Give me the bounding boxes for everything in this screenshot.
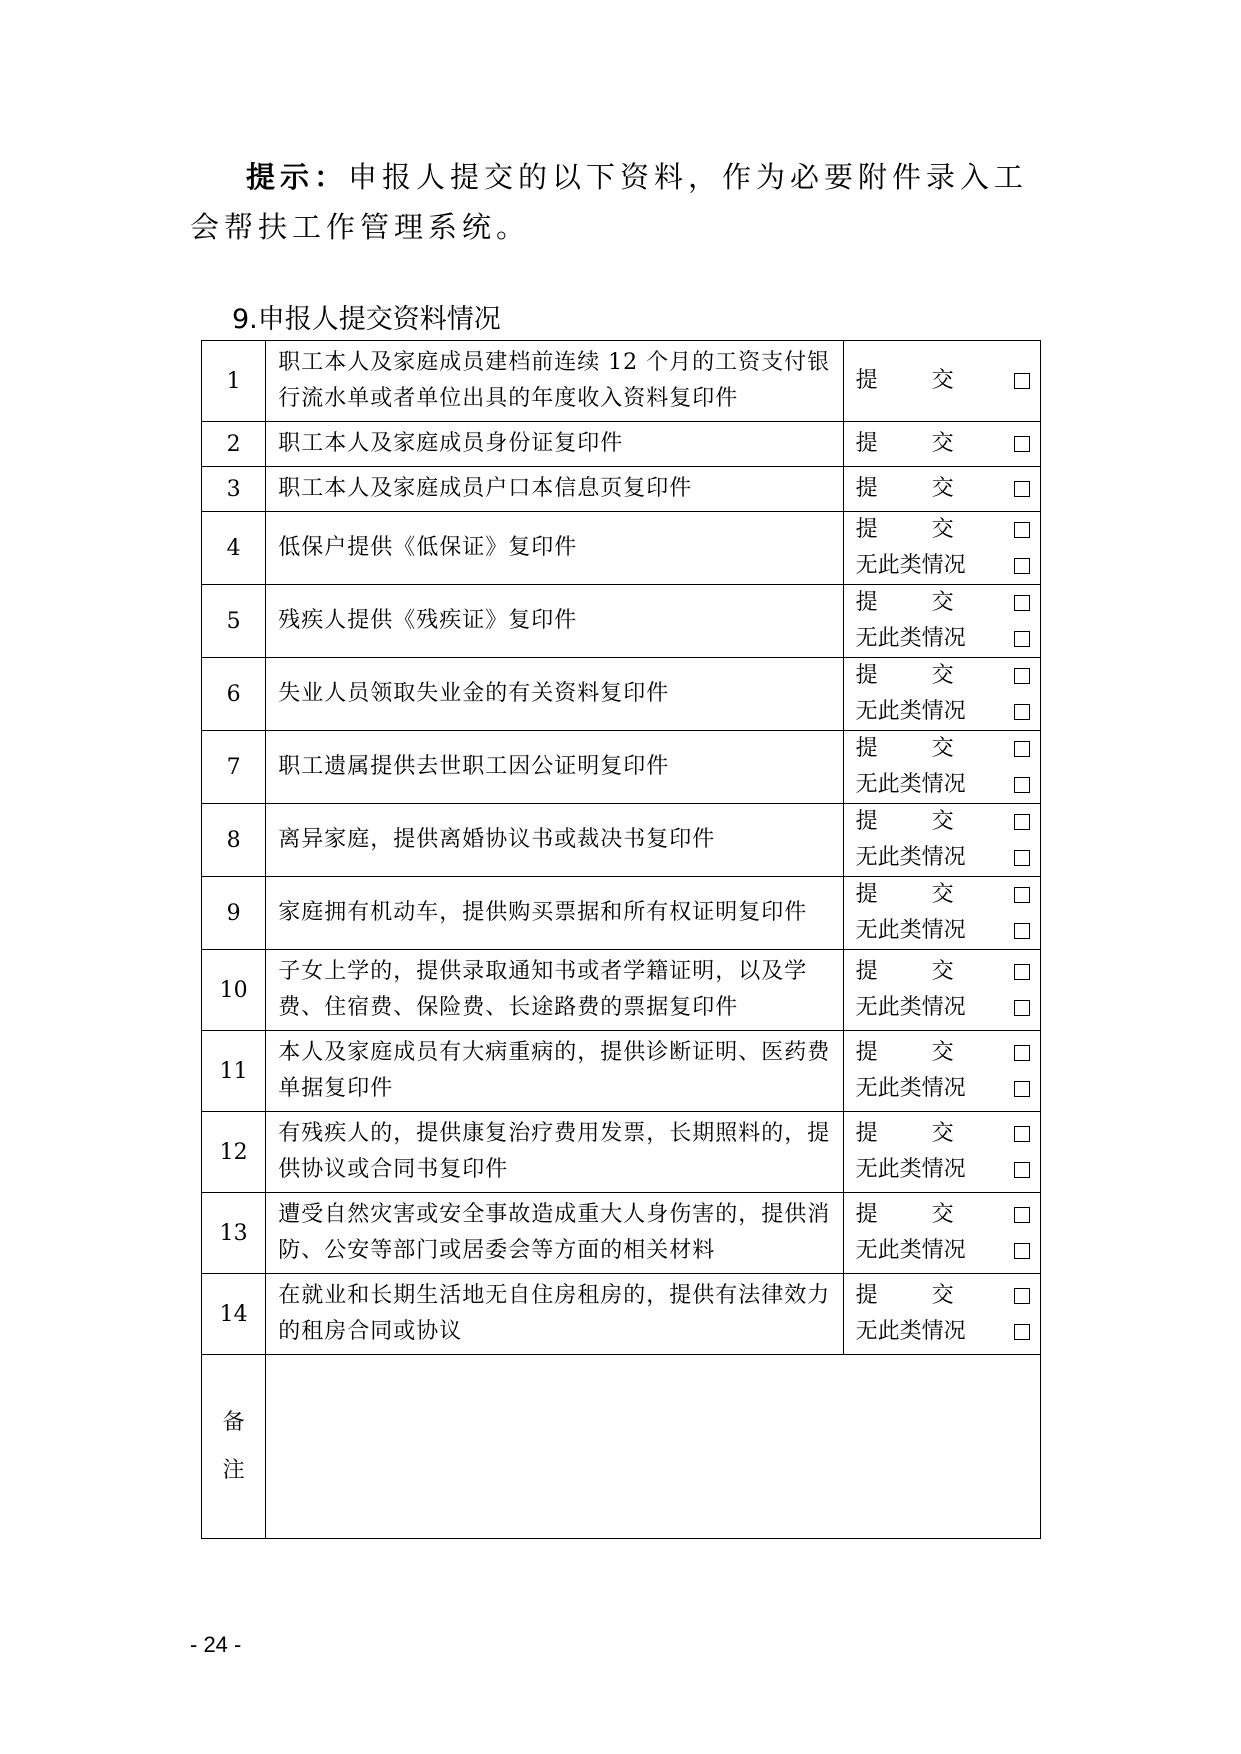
submit-option: [856, 471, 1030, 507]
row-number: 7: [202, 731, 266, 804]
none-checkbox[interactable]: [1014, 631, 1030, 647]
row-description: 遭受自然灾害或安全事故造成重大人身伤害的，提供消防、公安等部门或居委会等方面的相关材料: [266, 1193, 843, 1274]
submit-option: [856, 731, 1030, 767]
table-row: [202, 512, 1041, 585]
none-checkbox[interactable]: [1014, 1081, 1030, 1097]
row-description: 在就业和长期生活地无自住房租房的，提供有法律效力的租房合同或协议: [266, 1274, 843, 1355]
row-description: 家庭拥有机动车，提供购买票据和所有权证明复印件: [266, 877, 843, 950]
submit-checkbox[interactable]: [1014, 1207, 1030, 1223]
row-number: 4: [202, 512, 266, 585]
none-checkbox[interactable]: [1014, 1000, 1030, 1016]
submit-label: [856, 585, 968, 621]
submit-label: [856, 1116, 968, 1152]
none-label: 无此类情况: [855, 1238, 966, 1263]
row-options: [843, 877, 1040, 950]
none-label: 无此类情况: [855, 1157, 966, 1182]
row-options: [843, 1274, 1040, 1355]
submit-checkbox[interactable]: [1014, 1288, 1030, 1304]
table-row: [202, 1193, 1041, 1274]
row-number: 13: [202, 1193, 266, 1274]
row-options: [843, 658, 1040, 731]
none-option: [856, 1233, 1030, 1269]
row-number: 5: [202, 585, 266, 658]
none-checkbox[interactable]: [1014, 1324, 1030, 1340]
submit-checkbox[interactable]: [1014, 595, 1030, 611]
submit-option: [856, 877, 1030, 913]
table-row: [202, 1031, 1041, 1112]
none-checkbox[interactable]: [1014, 923, 1030, 939]
row-description: 子女上学的，提供录取通知书或者学籍证明，以及学费、住宿费、保险费、长途路费的票据复印件: [266, 950, 843, 1031]
submit-checkbox[interactable]: [1014, 481, 1030, 497]
hint-label: 提示：: [246, 160, 349, 194]
submit-label-char: 提: [855, 476, 878, 501]
row-options: [843, 585, 1040, 658]
submit-label-char: 交: [931, 959, 954, 984]
submit-label: [856, 426, 968, 462]
none-label: 无此类情况: [855, 918, 966, 943]
table-row: [202, 422, 1041, 467]
none-option: [856, 548, 1030, 584]
submit-label-char: 交: [931, 736, 954, 761]
table-row: [202, 804, 1041, 877]
submit-label: [856, 1197, 968, 1233]
submit-checkbox[interactable]: [1014, 522, 1030, 538]
submit-checkbox[interactable]: [1014, 436, 1030, 452]
submit-label-char: 交: [931, 663, 954, 688]
table-row: [202, 658, 1041, 731]
submit-label-char: 交: [931, 1040, 954, 1065]
submit-label-char: 交: [931, 1283, 954, 1308]
remark-content-field[interactable]: [266, 1355, 1041, 1539]
row-number: 8: [202, 804, 266, 877]
row-number: 1: [202, 341, 266, 422]
submit-label-char: 提: [855, 663, 878, 688]
submit-label-char: 交: [931, 1202, 954, 1227]
remark-label: [202, 1355, 266, 1539]
submit-label-char: 提: [855, 959, 878, 984]
none-checkbox[interactable]: [1014, 558, 1030, 574]
remark-label-char: 备: [222, 1409, 245, 1435]
section-title: 9.申报人提交资料情况: [232, 304, 501, 335]
submit-option: [856, 1116, 1030, 1152]
row-description: 失业人员领取失业金的有关资料复印件: [266, 658, 843, 731]
none-option: [856, 1152, 1030, 1188]
submit-label: [856, 1278, 968, 1314]
submit-label-char: 提: [855, 1283, 878, 1308]
none-label: 无此类情况: [855, 1319, 966, 1344]
table-row: [202, 341, 1041, 422]
none-checkbox[interactable]: [1014, 850, 1030, 866]
submit-label-char: 交: [931, 590, 954, 615]
none-option: [856, 1314, 1030, 1350]
none-label: 无此类情况: [855, 845, 966, 870]
submit-label-char: 提: [855, 736, 878, 761]
none-checkbox[interactable]: [1014, 777, 1030, 793]
submit-checkbox[interactable]: [1014, 814, 1030, 830]
table-row: [202, 1274, 1041, 1355]
submit-label: [856, 471, 968, 507]
submit-option: [856, 804, 1030, 840]
row-description: 职工本人及家庭成员户口本信息页复印件: [266, 467, 843, 512]
remark-label-char: 注: [222, 1457, 245, 1483]
none-label: 无此类情况: [855, 699, 966, 724]
hint-text: 申报人提交的以下资料，作为必要附件录入工会帮扶工作管理系统。: [190, 160, 1029, 244]
submit-label-char: 提: [855, 368, 878, 393]
none-option: [856, 1071, 1030, 1107]
submit-label-char: 交: [931, 517, 954, 542]
none-option: [856, 913, 1030, 949]
row-number: 12: [202, 1112, 266, 1193]
none-checkbox[interactable]: [1014, 1162, 1030, 1178]
submit-label-char: 交: [931, 476, 954, 501]
submit-label-char: 提: [855, 431, 878, 456]
submit-checkbox[interactable]: [1014, 1045, 1030, 1061]
submit-label: [856, 877, 968, 913]
submit-label-char: 交: [931, 882, 954, 907]
submit-label-char: 交: [931, 1121, 954, 1146]
row-options: [843, 341, 1040, 422]
table-row: [202, 731, 1041, 804]
table-row: [202, 585, 1041, 658]
table-row: [202, 467, 1041, 512]
none-label: 无此类情况: [855, 553, 966, 578]
row-description: 职工本人及家庭成员建档前连续 12 个月的工资支付银行流水单或者单位出具的年度收入资料复印件: [266, 341, 843, 422]
row-options: [843, 512, 1040, 585]
none-checkbox[interactable]: [1014, 704, 1030, 720]
none-option: [856, 840, 1030, 876]
row-description: 本人及家庭成员有大病重病的，提供诊断证明、医药费单据复印件: [266, 1031, 843, 1112]
submit-label: [856, 804, 968, 840]
row-options: [843, 1031, 1040, 1112]
none-checkbox[interactable]: [1014, 1243, 1030, 1259]
none-option: [856, 621, 1030, 657]
row-description: 残疾人提供《残疾证》复印件: [266, 585, 843, 658]
none-option: [856, 990, 1030, 1026]
row-description: 有残疾人的，提供康复治疗费用发票，长期照料的，提供协议或合同书复印件: [266, 1112, 843, 1193]
submit-label: [856, 363, 968, 399]
row-number: 11: [202, 1031, 266, 1112]
submit-label-char: 提: [855, 1121, 878, 1146]
row-number: 3: [202, 467, 266, 512]
submit-option: [856, 658, 1030, 694]
row-number: 9: [202, 877, 266, 950]
row-number: 10: [202, 950, 266, 1031]
remark-row: [202, 1355, 1041, 1539]
submit-option: [856, 1278, 1030, 1314]
submit-checkbox[interactable]: [1014, 964, 1030, 980]
submit-checkbox[interactable]: [1014, 1126, 1030, 1142]
row-options: [843, 422, 1040, 467]
submit-checkbox[interactable]: [1014, 668, 1030, 684]
row-options: [843, 731, 1040, 804]
row-options: [843, 1193, 1040, 1274]
submit-label-char: 交: [931, 368, 954, 393]
submit-label-char: 提: [855, 590, 878, 615]
submit-label: [856, 658, 968, 694]
submit-option: [856, 954, 1030, 990]
row-description: 职工遗属提供去世职工因公证明复印件: [266, 731, 843, 804]
table-row: [202, 1112, 1041, 1193]
submit-label-char: 交: [931, 809, 954, 834]
table-row: [202, 950, 1041, 1031]
hint-paragraph: [190, 152, 1060, 252]
none-label: 无此类情况: [855, 995, 966, 1020]
submit-label: [856, 1035, 968, 1071]
row-options: [843, 804, 1040, 877]
submit-option: [856, 1197, 1030, 1233]
submit-checkbox[interactable]: [1014, 887, 1030, 903]
submit-option: [856, 363, 1030, 399]
submit-label: [856, 512, 968, 548]
none-option: [856, 767, 1030, 803]
row-number: 14: [202, 1274, 266, 1355]
none-label: 无此类情况: [855, 626, 966, 651]
row-options: [843, 950, 1040, 1031]
none-option: [856, 694, 1030, 730]
page-number: - 24 -: [190, 1632, 242, 1657]
materials-table: [201, 340, 1041, 1539]
submit-label-char: 提: [855, 517, 878, 542]
submit-label-char: 提: [855, 1040, 878, 1065]
submit-label-char: 提: [855, 1202, 878, 1227]
row-options: [843, 1112, 1040, 1193]
row-options: [843, 467, 1040, 512]
submit-option: [856, 512, 1030, 548]
row-number: 6: [202, 658, 266, 731]
submit-label: [856, 954, 968, 990]
submit-option: [856, 426, 1030, 462]
none-label: 无此类情况: [855, 1076, 966, 1101]
row-number: 2: [202, 422, 266, 467]
submit-option: [856, 585, 1030, 621]
none-label: 无此类情况: [855, 772, 966, 797]
submit-option: [856, 1035, 1030, 1071]
submit-label-char: 提: [855, 809, 878, 834]
submit-label: [856, 731, 968, 767]
row-description: 低保户提供《低保证》复印件: [266, 512, 843, 585]
row-description: 职工本人及家庭成员身份证复印件: [266, 422, 843, 467]
table-row: [202, 877, 1041, 950]
submit-checkbox[interactable]: [1014, 741, 1030, 757]
submit-checkbox[interactable]: [1014, 373, 1030, 389]
row-description: 离异家庭，提供离婚协议书或裁决书复印件: [266, 804, 843, 877]
submit-label-char: 提: [855, 882, 878, 907]
submit-label-char: 交: [931, 431, 954, 456]
